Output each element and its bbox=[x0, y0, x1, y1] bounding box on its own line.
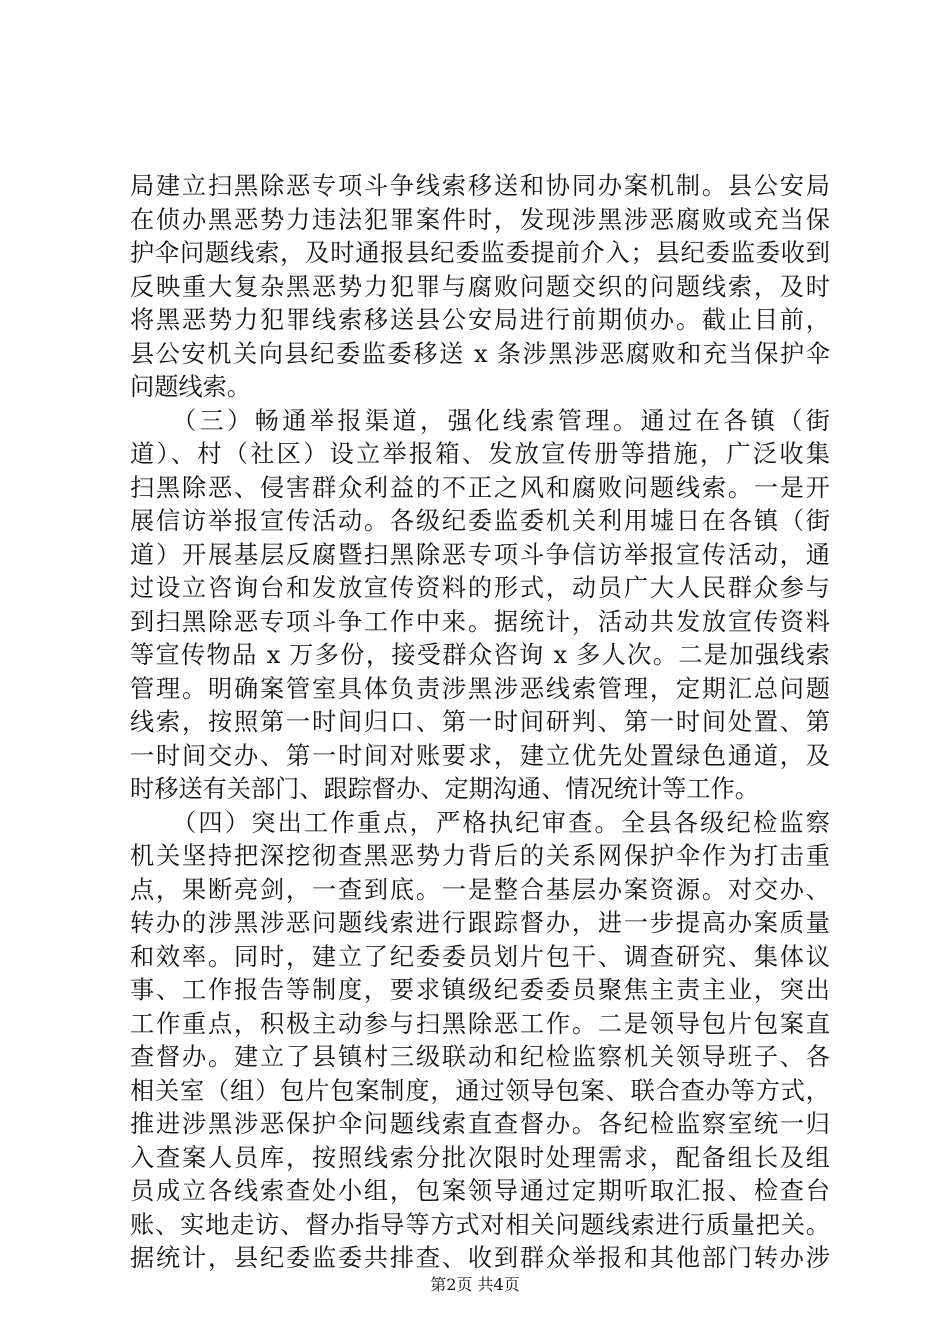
text-line: 相关室（组）包片包案制度，通过领导包案、联合查办等方式， bbox=[130, 1076, 830, 1105]
text-line: 道）开展基层反腐暨扫黑除恶专项斗争信访举报宣传活动，通 bbox=[130, 540, 830, 569]
text-line: 推进涉黑涉恶保护伞问题线索直查督办。各纪检监察室统一归 bbox=[130, 1110, 830, 1138]
text-line: 转办的涉黑涉恶问题线索进行跟踪督办，进一步提高办案质量 bbox=[130, 909, 830, 937]
text-line: 工作重点，积极主动参与扫黑除恶工作。二是领导包片包案直 bbox=[130, 1009, 830, 1038]
text-line: 和效率。同时，建立了纪委委员划片包干、调查研究、集体议 bbox=[130, 942, 830, 971]
text-line: 员成立各线索查处小组，包案领导通过定期听取汇报、检查台 bbox=[130, 1177, 830, 1205]
text-line: 据统计，县纪委监委共排查、收到群众举报和其他部门转办涉 bbox=[130, 1244, 830, 1272]
text-line: 在侦办黑恶势力违法犯罪案件时，发现涉黑涉恶腐败或充当保 bbox=[130, 205, 830, 234]
text-line: 到扫黑除恶专项斗争工作中来。据统计，活动共发放宣传资料 bbox=[130, 607, 830, 636]
page-number-label: 第2页 共4页 bbox=[430, 1275, 520, 1294]
text-line: 县公安机关向县纪委监委移送 x 条涉黑涉恶腐败和充当保护伞 bbox=[130, 339, 830, 368]
text-line: 道）、村（社区）设立举报箱、发放宣传册等措施，广泛收集 bbox=[130, 440, 830, 468]
page-footer bbox=[0, 1272, 950, 1295]
text-line: 查督办。建立了县镇村三级联动和纪检监察机关领导班子、各 bbox=[130, 1043, 830, 1071]
text-line: 事、工作报告等制度，要求镇级纪委委员聚焦主责主业，突出 bbox=[130, 976, 830, 1004]
text-line: 点，果断亮剑，一查到底。一是整合基层办案资源。对交办、 bbox=[130, 875, 830, 904]
text-line: 局建立扫黑除恶专项斗争线索移送和协同办案机制。县公安局 bbox=[130, 172, 830, 200]
text-line: 线索，按照第一时间归口、第一时间研判、第一时间处置、第 bbox=[130, 708, 830, 736]
text-line: 一时间交办、第一时间对账要求，建立优先处置绿色通道，及 bbox=[130, 741, 830, 770]
text-line: 管理。明确案管室具体负责涉黑涉恶线索管理，定期汇总问题 bbox=[130, 674, 830, 703]
text-line: 机关坚持把深挖彻查黑恶势力背后的关系网保护伞作为打击重 bbox=[130, 842, 830, 870]
text-line: 将黑恶势力犯罪线索移送县公安局进行前期侦办。截止目前， bbox=[130, 306, 830, 334]
text-line: 问题线索。 bbox=[130, 373, 251, 401]
text-line: （三）畅通举报渠道，强化线索管理。通过在各镇（街 bbox=[172, 406, 830, 435]
text-line: 扫黑除恶、侵害群众利益的不正之风和腐败问题线索。一是开 bbox=[130, 473, 830, 502]
text-line: 展信访举报宣传活动。各级纪委监委机关利用墟日在各镇（街 bbox=[130, 507, 830, 535]
text-line: 账、实地走访、督办指导等方式对相关问题线索进行质量把关。 bbox=[130, 1210, 830, 1239]
text-line: 过设立咨询台和发放宣传资料的形式，动员广大人民群众参与 bbox=[130, 574, 830, 602]
text-line: 入查案人员库，按照线索分批次限时处理需求，配备组长及组 bbox=[130, 1143, 830, 1172]
text-line: 反映重大复杂黑恶势力犯罪与腐败问题交织的问题线索，及时 bbox=[130, 272, 830, 301]
text-line: 时移送有关部门、跟踪督办、定期沟通、情况统计等工作。 bbox=[130, 775, 759, 803]
text-line: （四）突出工作重点，严格执纪审查。全县各级纪检监察 bbox=[172, 808, 830, 837]
text-line: 护伞问题线索，及时通报县纪委监委提前介入；县纪委监委收到 bbox=[130, 239, 830, 267]
document-body bbox=[130, 170, 830, 1276]
text-line: 等宣传物品 x 万多份，接受群众咨询 x 多人次。二是加强线索 bbox=[130, 641, 830, 669]
